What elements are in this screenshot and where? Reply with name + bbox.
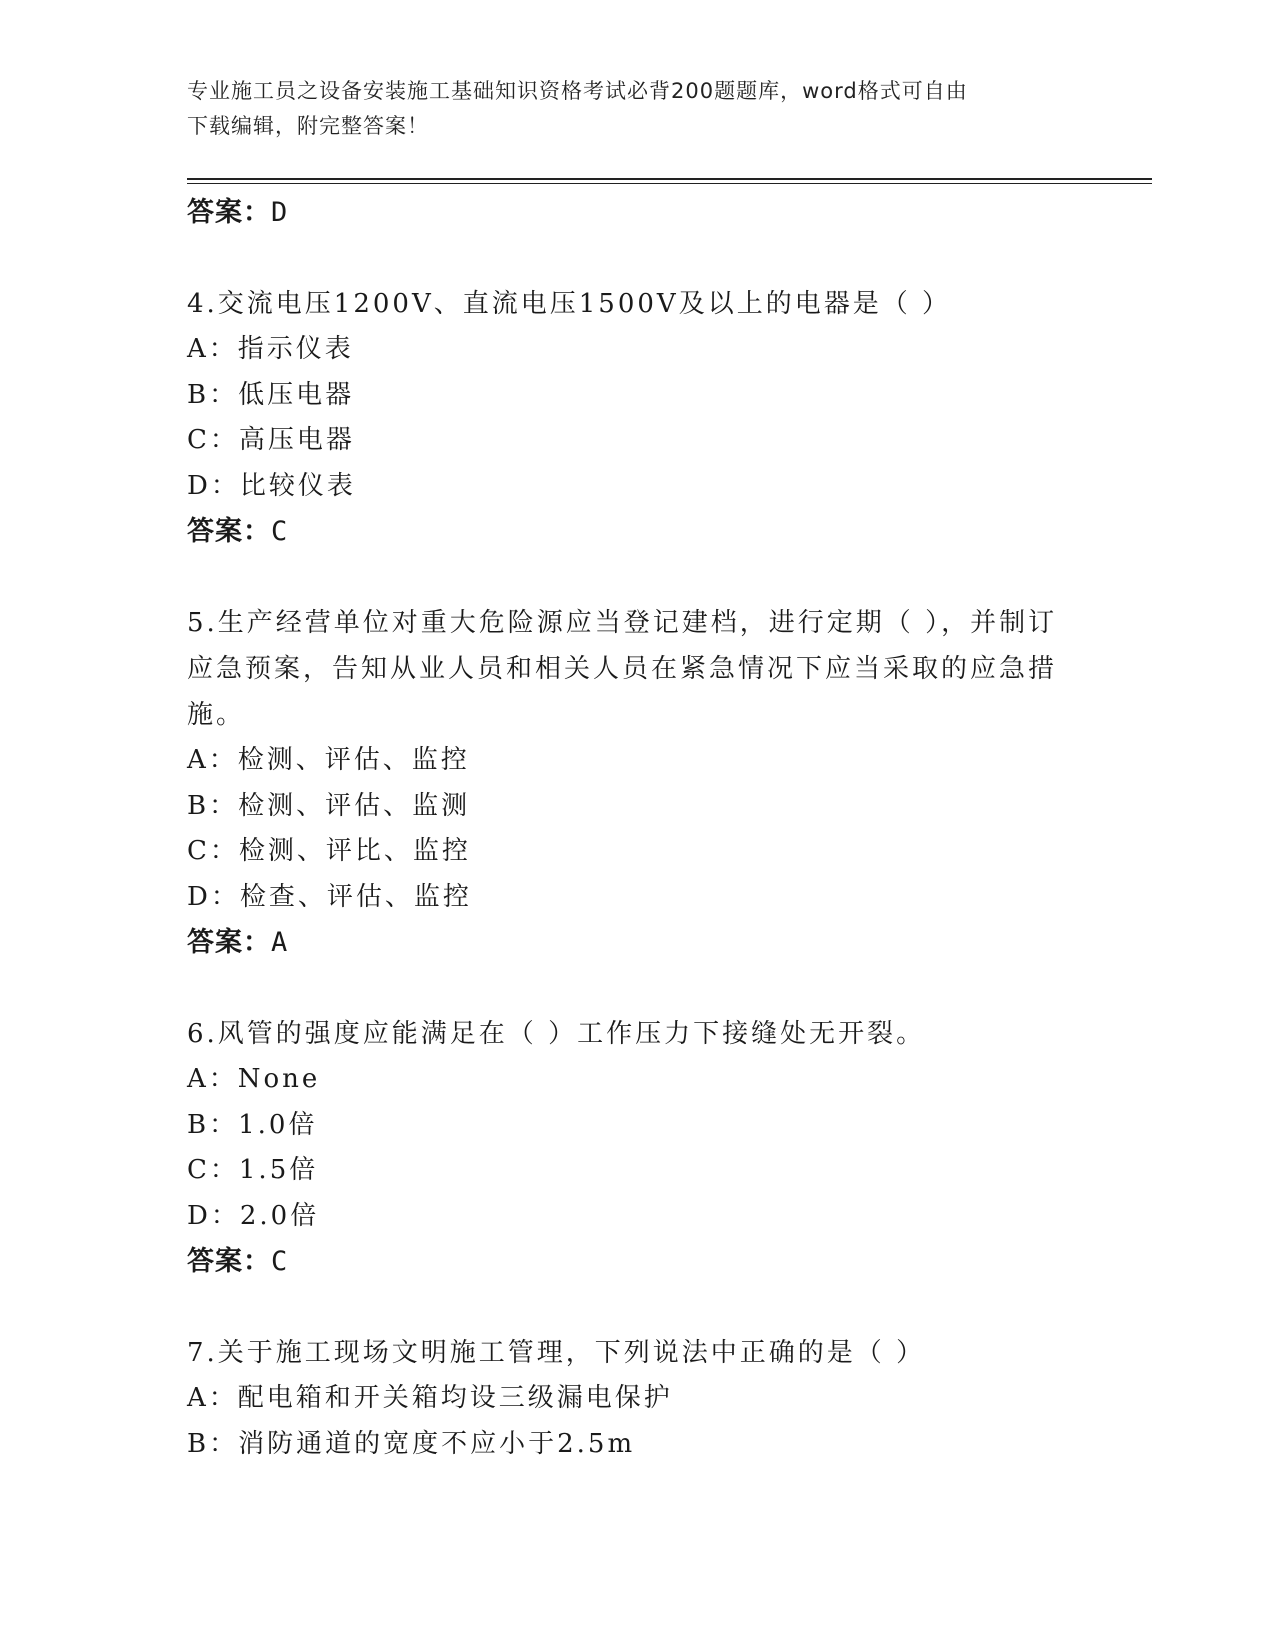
header-title-line-2: 下载编辑，附完整答案！ — [187, 114, 429, 138]
option-d: D：比较仪表 — [187, 470, 356, 501]
answer-line — [187, 190, 1067, 236]
answer-line — [187, 1239, 1067, 1285]
header-divider-thick — [187, 178, 1152, 180]
answer-line — [187, 920, 1067, 966]
question-block-6 — [187, 1011, 1067, 1285]
question-block-5 — [187, 600, 1067, 966]
option-d: D：检查、评估、监控 — [187, 881, 472, 912]
option-a: A：指示仪表 — [187, 334, 354, 364]
option-c: C：检测、评比、监控 — [187, 836, 471, 866]
question-block-7 — [187, 1330, 1067, 1467]
question-stem: 7.关于施工现场文明施工管理，下列说法中正确的是（ ） — [187, 1338, 926, 1368]
option-d: D：2.0倍 — [187, 1200, 320, 1231]
question-list — [187, 190, 1067, 1467]
header-divider-thin — [187, 183, 1152, 184]
answer-value: D — [271, 197, 289, 228]
option-b: B：消防通道的宽度不应小于2.5m — [187, 1428, 636, 1459]
answer-label: 答案： — [187, 516, 271, 547]
document-header — [187, 74, 1067, 144]
option-a: A：None — [187, 1064, 321, 1094]
question-stem: 5.生产经营单位对重大危险源应当登记建档，进行定期（ ），并制订应急预案，告知从业人员和相关人员在紧急情况下应当采取的应急措施。 — [187, 608, 1058, 730]
option-a: A：检测、评估、监控 — [187, 745, 470, 775]
option-c: C：1.5倍 — [187, 1155, 319, 1185]
answer-line — [187, 509, 1067, 555]
option-b: B：检测、评估、监测 — [187, 790, 471, 821]
answer-label: 答案： — [187, 197, 271, 228]
answer-label: 答案： — [187, 1246, 271, 1277]
option-b: B：低压电器 — [187, 379, 355, 410]
option-a: A：配电箱和开关箱均设三级漏电保护 — [187, 1383, 673, 1413]
question-stem: 6.风管的强度应能满足在（ ）工作压力下接缝处无开裂。 — [187, 1019, 926, 1049]
answer-value: C — [271, 516, 289, 547]
option-b: B：1.0倍 — [187, 1109, 318, 1140]
option-c: C：高压电器 — [187, 425, 355, 455]
question-block-4 — [187, 281, 1067, 555]
answer-value: C — [271, 1246, 289, 1277]
header-title-line-1: 专业施工员之设备安装施工基础知识资格考试必背200题题库，word格式可自由 — [187, 79, 968, 103]
answer-label: 答案： — [187, 927, 271, 958]
answer-value: A — [271, 927, 289, 958]
question-stem: 4.交流电压1200V、直流电压1500V及以上的电器是（ ） — [187, 289, 951, 319]
